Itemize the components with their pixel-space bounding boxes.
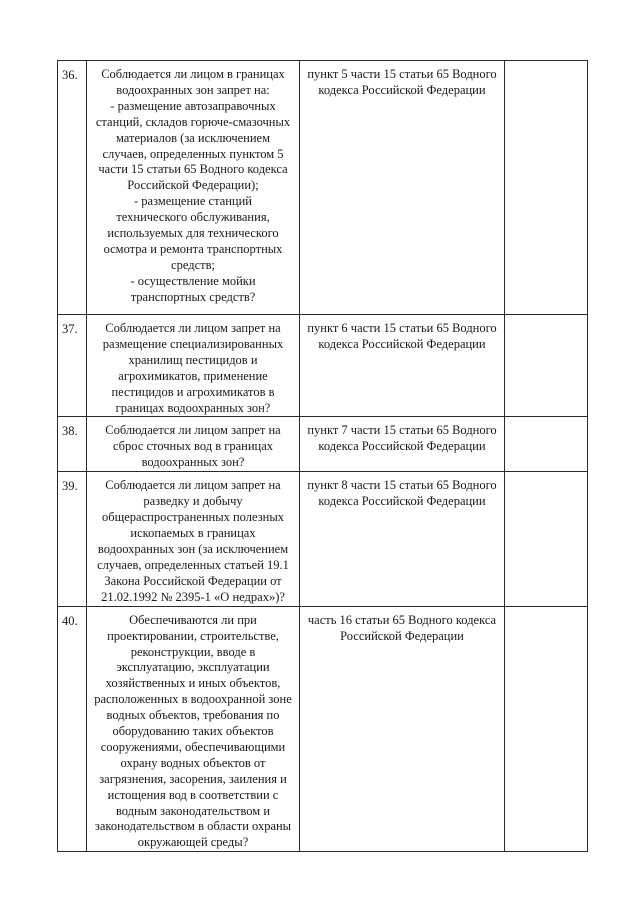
row-number: 40. [62,613,78,628]
checklist-table-body [58,61,588,852]
text-line: - размещение автозаправочных [110,98,276,113]
text-line: пункт 7 части 15 статьи 65 Водного [307,423,497,438]
text-line: загрязнения, засорения, заиления и [99,771,287,786]
question-cell [87,315,300,417]
table-row [58,315,588,417]
row-number-cell [58,472,87,606]
text-line: сброс сточных вод в границах [112,439,274,454]
text-line: станций, складов горюче-смазочных [95,114,291,129]
text-line: Соблюдается ли лицом запрет на [105,321,281,335]
text-line: хранилищ пестицидов и [128,352,258,367]
text-line: осмотра и ремонта транспортных [103,241,283,256]
text-line: ископаемых в границах [130,526,256,541]
text-line: случаев, определенных пунктом 5 [102,146,284,161]
text-line: часть 16 статьи 65 Водного кодекса [307,612,497,627]
reference-cell [300,61,505,315]
question-cell [87,472,300,606]
text-line: случаев, определенных статьей 19.1 [97,557,289,572]
text-line: сооружениями, обеспечивающими [100,739,286,754]
text-line: разведку и добычу [143,494,243,509]
answer-cell[interactable] [505,606,588,852]
text-line: кодекса Российской Федерации [318,494,486,509]
text-line: транспортных средств? [130,289,256,304]
text-line: пункт 5 части 15 статьи 65 Водного [307,67,497,81]
text-line: Соблюдается ли лицом в границах [101,67,285,81]
text-line: эксплуатацию, эксплуатации [116,660,270,675]
question-text [87,417,299,471]
text-line: - осуществление мойки [130,273,256,288]
question-cell [87,417,300,472]
text-line: охрану водных объектов от [120,755,266,770]
question-cell [87,61,300,315]
text-line: Российской Федерации); [127,178,259,193]
reference-cell [300,472,505,606]
text-line: части 15 статьи 65 Водного кодекса [98,162,288,177]
row-number-cell [58,315,87,417]
text-line: оборудованию таких объектов [112,724,274,739]
text-line: размещение специализированных [102,336,284,351]
text-line: расположенных в водоохранной зоне [94,692,292,707]
text-line: кодекса Российской Федерации [318,336,486,351]
text-line: проектировании, строительстве, [107,628,279,643]
text-line: хозяйственных и иных объектов, [105,676,281,691]
checklist-table [57,60,588,852]
question-text [87,607,299,852]
text-line: водоохранных зон? [141,455,245,470]
question-text [87,472,299,605]
text-line: кодекса Российской Федерации [318,439,486,454]
table-row [58,61,588,315]
answer-cell[interactable] [505,315,588,417]
row-number-cell [58,417,87,472]
text-line: - размещение станций [134,194,252,209]
reference-cell [300,315,505,417]
text-line: пункт 8 части 15 статьи 65 Водного [307,478,497,493]
text-line: пестицидов и агрохимикатов в [111,384,275,399]
text-line: истощения вод в соответствии с [107,787,279,802]
text-line: Закона Российской Федерации от [104,573,282,588]
question-text [87,315,299,416]
text-line: 21.02.1992 № 2395-1 «О недрах»)? [101,589,285,604]
text-line: пункт 6 части 15 статьи 65 Водного [307,321,497,335]
answer-cell[interactable] [505,472,588,606]
text-line: средств; [171,257,215,272]
row-number: 37. [62,322,78,336]
text-line: агрохимикатов, применение [118,368,268,383]
text-line: материалов (за исключением [115,130,271,145]
text-line: технического обслуживания, [116,210,270,225]
table-row [58,472,588,606]
row-number: 36. [62,68,78,82]
text-line: кодекса Российской Федерации [318,82,486,97]
table-row [58,417,588,472]
text-line: водоохранных зон запрет на: [116,82,270,97]
text-line: границах водоохранных зон? [115,400,271,415]
row-number-cell [58,61,87,315]
text-line: законодательством в области охраны [94,819,292,834]
text-line: Обеспечиваются ли при [129,612,257,627]
text-line: используемых для технического [107,226,279,241]
legal-reference-text [300,61,504,99]
row-number-cell [58,606,87,852]
text-line: Соблюдается ли лицом запрет на [105,423,281,438]
legal-reference-text [300,417,504,455]
reference-cell [300,417,505,472]
text-line: Соблюдается ли лицом запрет на [105,478,281,493]
text-line: Российской Федерации [340,628,464,643]
row-number: 38. [62,424,78,439]
text-line: водным законодательством и [115,803,271,818]
answer-cell[interactable] [505,61,588,315]
text-line: окружающей среды? [137,835,249,850]
reference-cell [300,606,505,852]
text-line: реконструкции, вводе в [130,644,256,659]
legal-reference-text [300,472,504,510]
text-line: общераспространенных полезных [102,510,284,525]
question-cell [87,606,300,852]
answer-cell[interactable] [505,417,588,472]
table-row [58,606,588,852]
legal-reference-text [300,315,504,353]
text-line: водных объектов, требования по [106,708,280,723]
question-text [87,61,299,306]
text-line: водоохранных зон (за исключением [97,542,289,557]
row-number: 39. [62,479,78,494]
legal-reference-text [300,607,504,645]
